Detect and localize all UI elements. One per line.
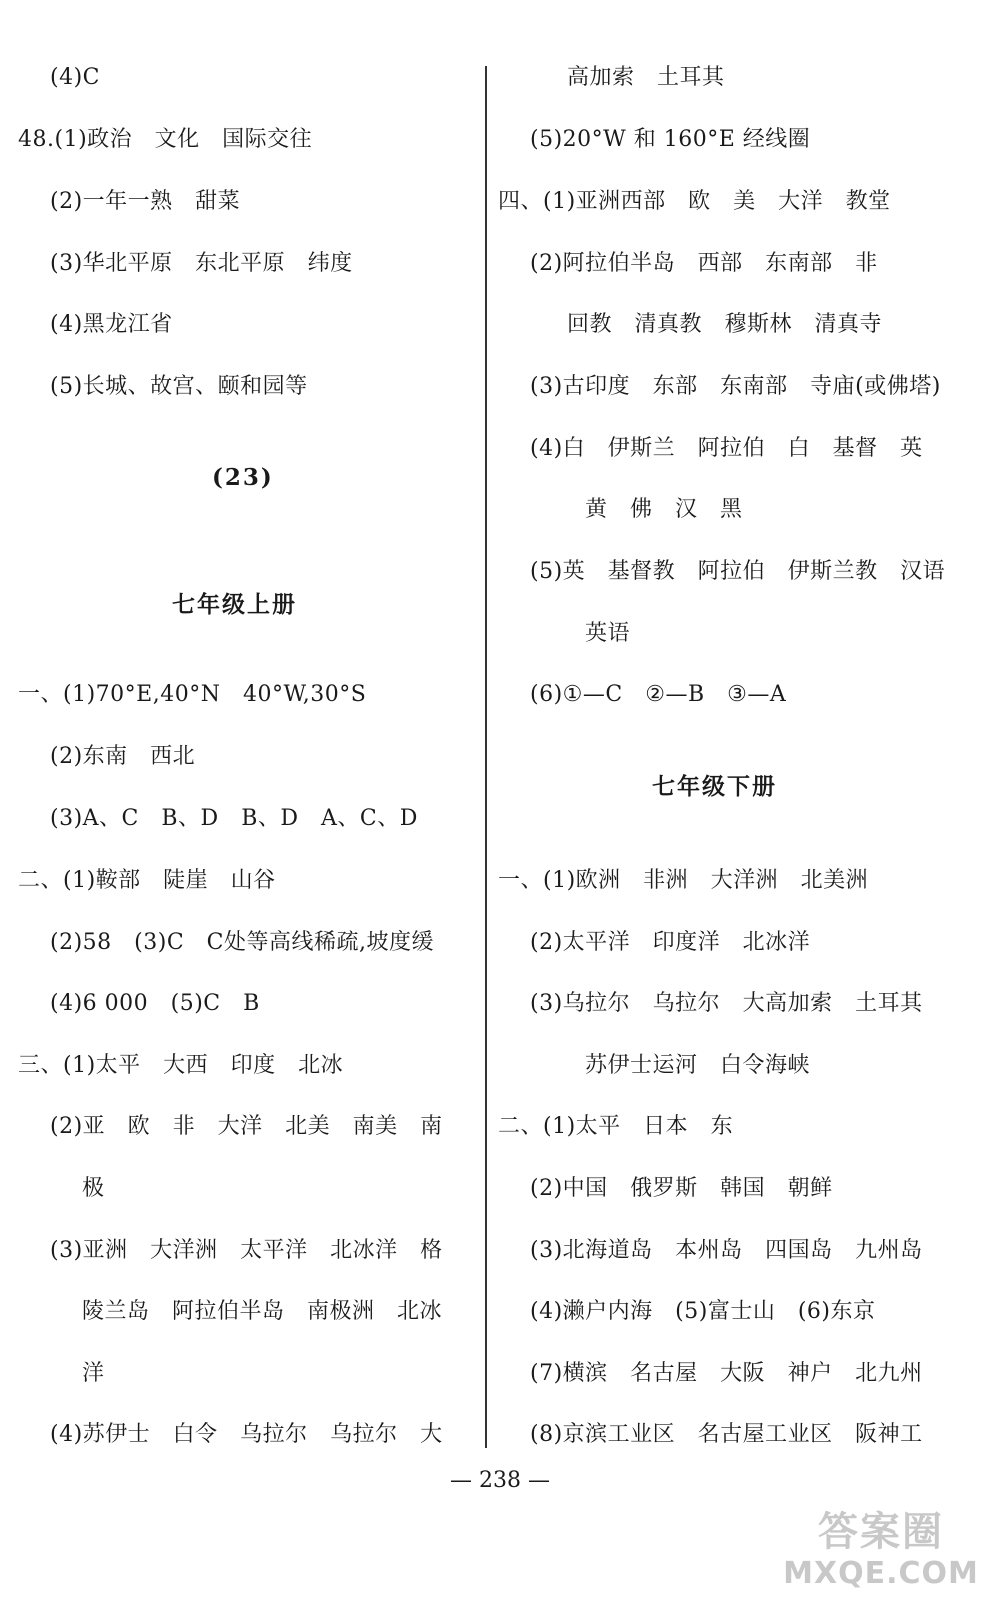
watermark-domain: MXQE.COM — [783, 1556, 979, 1591]
answer-line: 二、(1)太平 日本 东 — [498, 1114, 734, 1139]
answer-line: (3)亚洲 大洋洲 太平洋 北冰洋 格 — [50, 1238, 443, 1263]
answer-line: 洋 — [82, 1361, 105, 1386]
answer-line: (3)华北平原 东北平原 纬度 — [50, 251, 353, 276]
answer-line: (2)一年一熟 甜菜 — [50, 189, 241, 214]
answer-line: (2)58 (3)C C处等高线稀疏,坡度缓 — [50, 930, 434, 955]
answer-line: (4)6 000 (5)C B — [50, 991, 260, 1016]
answer-line: (2)太平洋 印度洋 北冰洋 — [530, 930, 811, 955]
answer-line: (4)C — [50, 65, 100, 90]
answer-line: 英语 — [585, 621, 631, 646]
watermark-logo — [776, 1508, 986, 1600]
answer-line: (8)京滨工业区 名古屋工业区 阪神工 — [530, 1422, 923, 1447]
answer-line: (4)白 伊斯兰 阿拉伯 白 基督 英 — [530, 436, 923, 461]
answer-line: (4)苏伊士 白令 乌拉尔 乌拉尔 大 — [50, 1422, 443, 1447]
section-heading: 七年级上册 — [172, 591, 297, 618]
answer-line: (3)乌拉尔 乌拉尔 大高加索 土耳其 — [530, 991, 923, 1016]
answer-line: 苏伊士运河 白令海峡 — [585, 1053, 811, 1078]
answer-line: 三、(1)太平 大西 印度 北冰 — [18, 1053, 344, 1078]
answer-line: (2)东南 西北 — [50, 744, 196, 769]
answer-line: 陵兰岛 阿拉伯半岛 南极洲 北冰 — [82, 1299, 443, 1324]
section-heading: 七年级下册 — [652, 773, 777, 800]
page-number: — 238 — — [450, 1468, 550, 1493]
answer-line: (6)①—C ②—B ③—A — [530, 682, 787, 707]
answer-line: (3)A、C B、D B、D A、C、D — [50, 806, 418, 831]
answer-line: 黄 佛 汉 黑 — [585, 497, 743, 522]
answer-line: 一、(1)欧洲 非洲 大洋洲 北美洲 — [498, 868, 869, 893]
answer-line: (5)英 基督教 阿拉伯 伊斯兰教 汉语 — [530, 559, 946, 584]
answer-line: 一、(1)70°E,40°N 40°W,30°S — [18, 682, 367, 707]
answer-line: (4)黑龙江省 — [50, 312, 173, 337]
watermark-title: 答案圈 — [818, 1509, 944, 1555]
answer-line: (7)横滨 名古屋 大阪 神户 北九州 — [530, 1361, 923, 1386]
answer-line: (5)长城、故宫、颐和园等 — [50, 374, 308, 399]
answer-line: (3)北海道岛 本州岛 四国岛 九州岛 — [530, 1238, 923, 1263]
answer-line: (2)阿拉伯半岛 西部 东南部 非 — [530, 251, 878, 276]
answer-line: (3)古印度 东部 东南部 寺庙(或佛塔) — [530, 374, 941, 399]
answer-line: (2)中国 俄罗斯 韩国 朝鲜 — [530, 1176, 833, 1201]
answer-line: 四、(1)亚洲西部 欧 美 大洋 教堂 — [498, 189, 891, 214]
answer-line: 回教 清真教 穆斯林 清真寺 — [567, 312, 883, 337]
answer-line: 极 — [82, 1176, 105, 1201]
answer-line: (2)亚 欧 非 大洋 北美 南美 南 — [50, 1114, 443, 1139]
answer-line: 48.(1)政治 文化 国际交往 — [18, 127, 313, 152]
column-divider — [485, 66, 487, 1448]
answer-line: (5)20°W 和 160°E 经线圈 — [530, 127, 811, 152]
answer-line: 高加索 土耳其 — [567, 65, 725, 90]
answer-line: (4)濑户内海 (5)富士山 (6)东京 — [530, 1299, 876, 1324]
section-number: (23) — [212, 464, 274, 491]
answer-line: 二、(1)鞍部 陡崖 山谷 — [18, 868, 276, 893]
